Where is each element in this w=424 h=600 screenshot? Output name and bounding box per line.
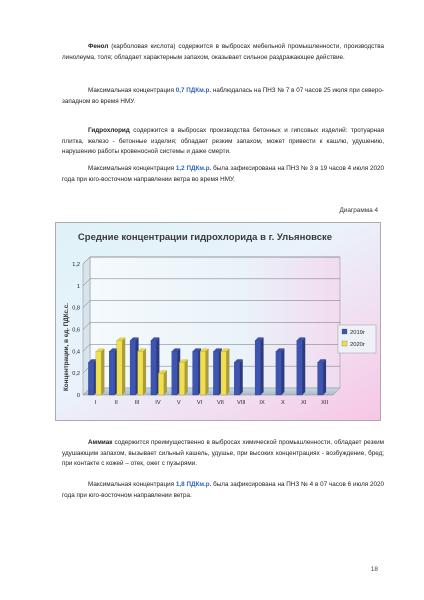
paragraph-text: содержится в выбросах производства бетонных и гипсовых изделий: тротуарная плитка, железо - бетонные изделия; обладает резким запахом, может привести к кашлю, удушению, нарушению работы кровеносной системы и даже смерти. (62, 127, 384, 156)
bar-side (302, 337, 305, 395)
y-tick-label: 0,4 (72, 349, 80, 356)
bar (158, 373, 164, 395)
bar (255, 340, 260, 395)
bar-side (281, 348, 284, 395)
x-tick-label: I (94, 400, 97, 406)
paragraph-ammonia (62, 438, 384, 470)
paragraph-phenol-max (62, 86, 384, 107)
bar-side (206, 348, 209, 395)
paragraph-text: была зафиксирована на ПНЗ № 3 в 19 часов 4 июля 2020 года при юго-восточном направлении ветра во время НМУ. (62, 165, 384, 183)
legend-swatch (342, 329, 347, 334)
bar (179, 362, 185, 395)
y-tick-label: 0,8 (72, 305, 80, 312)
paragraph-text: Максимальная концентрация (88, 481, 176, 488)
bar (117, 340, 123, 395)
hydrochloride-chart (55, 222, 381, 421)
bar (297, 340, 303, 395)
x-tick-label: XI (301, 400, 307, 406)
y-tick-label: 0,2 (72, 371, 80, 378)
y-tick-label: 1 (76, 283, 80, 290)
legend-swatch (342, 341, 347, 346)
x-tick-label: IX (259, 400, 265, 406)
y-tick-label: 1,2 (72, 262, 80, 268)
page-number: 18 (370, 566, 378, 573)
x-tick-label: V (176, 400, 181, 406)
highlight-value: 0,7 ПДКм.р. (175, 87, 212, 94)
bar (193, 351, 199, 395)
legend-entry: 2020г (350, 342, 366, 348)
bar-side (185, 359, 188, 395)
bar (234, 362, 240, 395)
bar-side (143, 348, 146, 395)
bar-side (164, 370, 167, 395)
term-phenol: Фенол (88, 43, 109, 50)
highlight-value: 1,8 ПДКм.р. (175, 481, 212, 488)
bar (276, 351, 282, 395)
highlight-value: 1,2 ПДКм.р. (175, 165, 212, 172)
bar (96, 351, 102, 395)
bar-side (226, 348, 229, 395)
paragraph-text: (карболовая кислота) содержится в выбросах мебельной промышленности, производства линолеума, толя; обладает характерным запахом, оказывает сильное раздражающее действие. (62, 43, 384, 61)
bar (130, 340, 136, 395)
term-hydrochloride: Гидрохлорид (88, 127, 130, 134)
x-tick-label: IV (155, 400, 161, 406)
paragraph-text: Максимальная концентрация (88, 87, 176, 94)
paragraph-text: наблюдалась на ПНЗ № 7 в 07 часов 25 июля при северо-западном во время НМУ. (62, 87, 384, 105)
paragraph-phenol (62, 42, 384, 63)
bar (88, 362, 94, 395)
paragraph-hydrochloride (62, 126, 384, 158)
bar-side (240, 359, 243, 395)
chart-title: Средние концентрации гидрохлорида в г. Ульяновске (77, 232, 333, 243)
bar (109, 351, 115, 395)
bar (172, 351, 178, 395)
bar-side (261, 337, 264, 395)
term-ammonia: Аммиак (88, 439, 113, 446)
bar-side (323, 359, 326, 395)
paragraph-text: содержится преимущественно в выбросах химической промышленности, обладает резким удушающим запахом, вызывает сильный кашель, удушье, при высоких концентрациях - возбуждение, бред; при контакте с кожей – отек, ожег с пузырями. (62, 439, 384, 468)
paragraph-text: была зафиксирована на ПНЗ № 4 в 07 часов 6 июля 2020 года при юго-восточном направлении ветра. (62, 481, 384, 499)
y-tick-label: 0 (76, 393, 80, 399)
legend (338, 325, 376, 353)
x-tick-label: II (114, 400, 118, 406)
x-tick-label: X (281, 400, 285, 406)
bar-side (101, 348, 104, 395)
y-tick-label: 0,6 (72, 327, 80, 334)
x-tick-label: XII (321, 400, 329, 406)
paragraph-hydrochloride-max (62, 164, 384, 185)
bar (318, 362, 324, 395)
x-tick-label: III (134, 400, 140, 406)
plot-area (72, 257, 340, 406)
paragraph-text: Максимальная концентрация (88, 165, 176, 172)
x-tick-label: VIII (237, 400, 246, 406)
bar (213, 351, 219, 395)
x-tick-label: VI (196, 400, 203, 406)
y-axis-label: Концентрации, в ед. ПДКс.с. (63, 302, 70, 392)
bar (200, 351, 206, 395)
bar (151, 340, 157, 395)
paragraph-ammonia-max (62, 480, 384, 501)
bar-side (122, 337, 125, 395)
x-tick-label: VII (216, 400, 224, 406)
diagram-label: Диаграмма 4 (339, 207, 378, 214)
legend-entry: 2019г (350, 330, 366, 336)
bar (221, 351, 227, 395)
bar (138, 351, 144, 395)
